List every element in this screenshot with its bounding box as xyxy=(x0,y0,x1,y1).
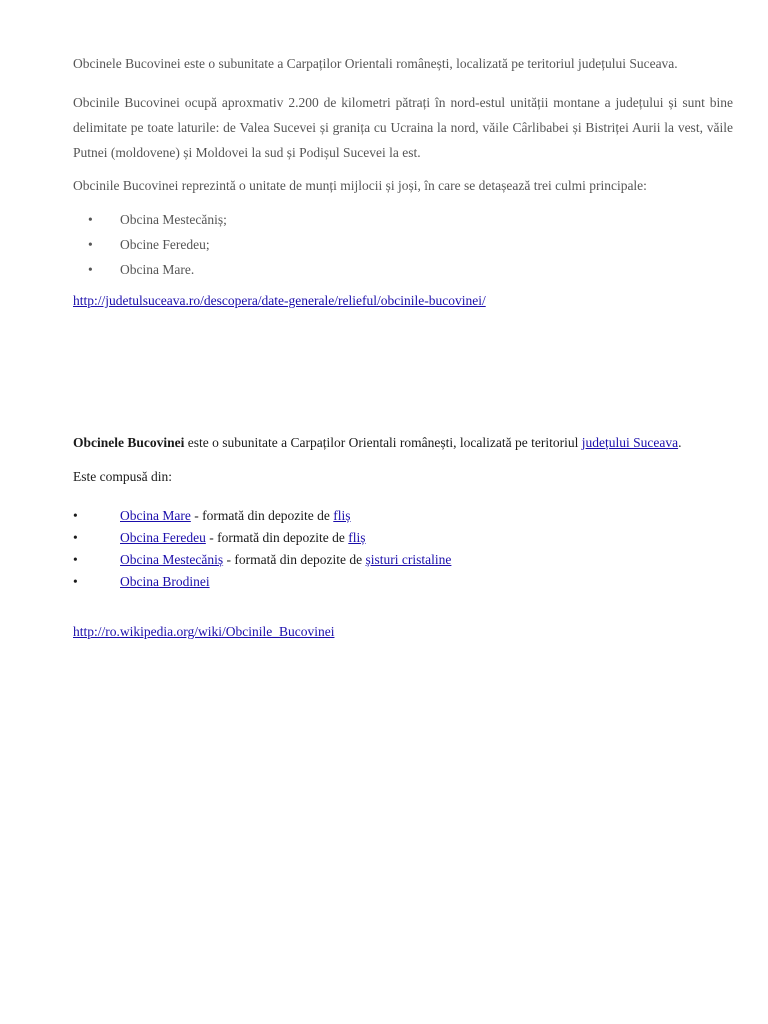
bullet: • xyxy=(73,508,78,523)
bullet: • xyxy=(88,212,93,227)
link-flis[interactable]: fliș xyxy=(348,530,366,545)
bullet: • xyxy=(88,237,93,252)
item-desc: - formată din depozite de xyxy=(190,508,334,523)
item-desc: - formată din depozite de xyxy=(205,530,349,545)
link-sisturi-cristaline[interactable]: șisturi cristaline xyxy=(365,552,452,567)
link-obcina-feredeu[interactable]: Obcina Feredeu xyxy=(120,530,206,545)
list-item-text xyxy=(120,529,366,547)
list-item-text xyxy=(120,573,210,591)
source-link-judetulsuceava[interactable]: http://judetulsuceava.ro/descopera/date-generale/relieful/obcinile-bucovinei/ xyxy=(73,293,486,308)
link-flis[interactable]: fliș xyxy=(333,508,351,523)
bullet: • xyxy=(73,574,78,589)
bold-title: Obcinele Bucovinei xyxy=(73,435,185,450)
intro-text: este o subunitate a Carpaților Orientali românești, localizată pe teritoriul xyxy=(184,435,582,450)
source-link-1-container xyxy=(73,292,486,310)
link-obcina-mestecanis[interactable]: Obcina Mestecăniș xyxy=(120,552,224,567)
list-item-text: Obcina Mare. xyxy=(120,262,195,277)
list-item-text xyxy=(120,551,451,569)
link-obcina-brodinei[interactable]: Obcina Brodinei xyxy=(120,574,210,589)
bullet: • xyxy=(73,552,78,567)
list-item-text xyxy=(120,507,351,525)
item-desc: - formată din depozite de xyxy=(223,552,366,567)
list-item-text: Obcine Feredeu; xyxy=(120,237,210,252)
paragraph-section2-intro xyxy=(73,434,681,452)
bullet: • xyxy=(88,262,93,277)
source-link-wikipedia[interactable]: http://ro.wikipedia.org/wiki/Obcinile_Bucovinei xyxy=(73,624,335,639)
link-obcina-mare[interactable]: Obcina Mare xyxy=(120,508,191,523)
intro-end: . xyxy=(678,435,682,450)
paragraph-intro: Obcinele Bucovinei este o subunitate a Carpaților Orientali românești, localizată pe teritoriul județului Suceava. xyxy=(73,56,678,71)
link-judetului-suceava[interactable]: județului Suceava xyxy=(581,435,679,450)
list-item-text: Obcina Mestecăniș; xyxy=(120,212,227,227)
source-link-2-container xyxy=(73,623,334,641)
composed-of-label: Este compusă din: xyxy=(73,469,172,484)
paragraph-culmi: Obcinile Bucovinei reprezintă o unitate de munți mijlocii și joși, în care se detașează trei culmi principale: xyxy=(73,178,647,193)
paragraph-area: Obcinile Bucovinei ocupă aproxmativ 2.200 de kilometri pătrați în nord-estul unității montane a județului și sunt bine delimitate pe toate laturile: de Valea Sucevei și granița cu Ucraina la nord, văile Cârlibabei și Bistriței Aurii la vest, văile Putnei (moldovene) și Moldovei la sud și Podișul Sucevei la est. xyxy=(73,95,733,160)
bullet: • xyxy=(73,530,78,545)
